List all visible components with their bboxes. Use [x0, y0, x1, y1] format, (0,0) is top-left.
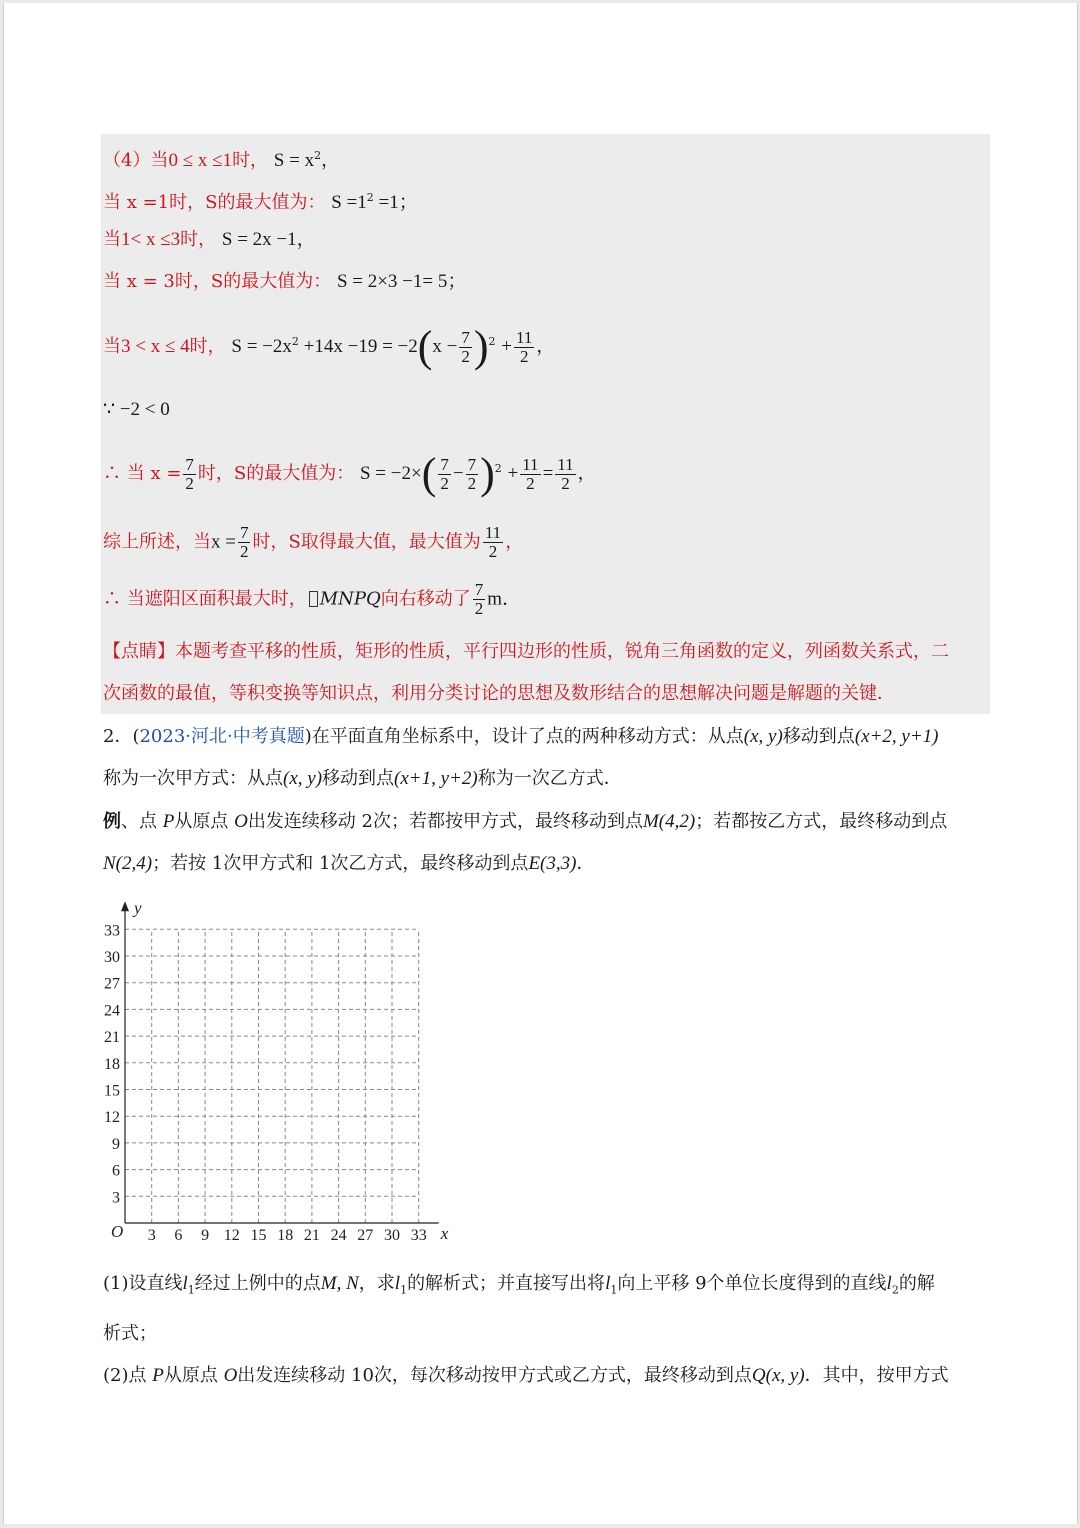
solution-line-3: 当1< x ≤3时， S = 2x −1， [103, 229, 316, 250]
fraction-11-2: $\frac{11}{2}$ [516, 327, 533, 366]
problem-2-line-3: 例、点 P从原点 O出发连续移动 2次；若都按甲方式，最终移动到点M(4,2)；若都按乙方式，最终移动到点 [103, 811, 948, 832]
parallelogram-icon [309, 591, 318, 607]
solution-line-8: 综上所述，当x = $\frac{7}{2}$ 时，S取得最大值，最大值为 $\frac{11}{2}$ ， [103, 523, 524, 561]
x-tick-label: 21 [303, 1227, 320, 1244]
y-tick-label: 3 [112, 1189, 120, 1207]
y-tick-label: 9 [112, 1135, 120, 1153]
problem-2-line-4: N(2,4)；若按 1次甲方式和 1次乙方式，最终移动到点E(3,3)． [103, 853, 595, 874]
problem-source: 2023·河北·中考真题 [139, 726, 305, 747]
x-axis-label: x [440, 1224, 449, 1243]
x-tick-label: 18 [277, 1227, 294, 1244]
y-tick-label: 33 [104, 922, 120, 940]
y-tick-label: 18 [104, 1055, 120, 1073]
y-tick-label: 30 [104, 949, 120, 966]
x-tick-label: 6 [174, 1227, 183, 1244]
question-1-line-1: (1)设直线$l_1$经过上例中的点M, N，求$l_1$的解析式；并直接写出将$l_1$向上平移 9个单位长度得到的直线$l_2$的解 [103, 1273, 935, 1297]
y-axis-label: y [134, 898, 142, 918]
y-tick-label: 21 [104, 1029, 120, 1047]
fraction-11-2: $\frac{11}{2}$ [522, 454, 539, 493]
solution-line-2: 当 x =1时，S的最大值为： $S =1^2 =1$； [103, 191, 418, 213]
solution-line-1: （4）当0 ≤ x ≤1时， $S = x^2$， [103, 149, 340, 171]
solution-line-4: 当 x = 3时，S的最大值为： S = 2×3 −1= 5； [103, 271, 467, 292]
fraction-7-2: $\frac{7}{2}$ [239, 523, 249, 561]
x-tick-label: 27 [357, 1227, 374, 1244]
x-tick-label: 33 [410, 1227, 427, 1244]
y-tick-label: 6 [112, 1162, 120, 1180]
fraction-11-2: $\frac{11}{2}$ [557, 454, 574, 493]
y-tick-label: 24 [104, 1002, 120, 1020]
solution-line-5: 当3 < x ≤ 4时， $S = -2x^2 +14x -19 = -2(x$ − $\frac{7}{2}$ )$^2$ + $\frac{11}{2}$ ， [103, 322, 555, 371]
fraction-7-2: $\frac{7}{2}$ [440, 454, 449, 493]
y-tick-label: 27 [104, 975, 120, 993]
fraction-7-2: $\frac{7}{2}$ [461, 327, 470, 366]
x-tick-label: 30 [384, 1227, 400, 1244]
dianjing-line-2: 次函数的最值，等积变换等知识点，利用分类讨论的思想及数形结合的思想解决问题是解题的关键． [103, 683, 895, 704]
fraction-7-2: $\frac{7}{2}$ [467, 454, 477, 493]
solution-line-9: ∴ 当遮阳区面积最大时， MNPQ向右移动了 $\frac{7}{2}$ m． [103, 580, 522, 618]
y-tick-label: 12 [104, 1109, 120, 1127]
origin-label: O [111, 1222, 124, 1241]
x-tick-label: 15 [250, 1227, 267, 1244]
y-axis-arrow [121, 901, 129, 911]
x-tick-label: 12 [223, 1227, 240, 1244]
x-tick-label: 3 [147, 1227, 156, 1244]
problem-2-line-2: 称为一次甲方式：从点(x, y)移动到点(x+1, y+2)称为一次乙方式． [103, 768, 622, 789]
x-tick-label: 24 [330, 1227, 347, 1244]
question-1-line-2: 析式； [103, 1323, 157, 1344]
x-tick-label: 9 [201, 1227, 210, 1244]
fraction-7-2: $\frac{7}{2}$ [474, 580, 484, 618]
problem-2-line-1: 2．(2023·河北·中考真题)在平面直角坐标系中，设计了点的两种移动方式：从点(x, y)移动到点(x+2, y+1) [103, 726, 939, 747]
fraction-7-2: $\frac{7}{2}$ [185, 454, 194, 493]
dianjing-line-1: 【点睛】本题考查平移的性质，矩形的性质，平行四边形的性质，锐角三角函数的定义，列函数关系式，二 [103, 641, 949, 662]
fraction-11-2: $\frac{11}{2}$ [484, 523, 502, 561]
coordinate-grid [94, 893, 464, 1253]
solution-line-6: ∵ −2 < 0 [103, 399, 170, 420]
page [3, 3, 1078, 1524]
question-2-line-1: (2)点 P从原点 O出发连续移动 10次，每次移动按甲方式或乙方式，最终移动到点Q(x, y)．其中，按甲方式 [103, 1365, 949, 1386]
y-tick-label: 15 [104, 1082, 120, 1100]
solution-highlight-block [101, 134, 990, 714]
solution-line-7: ∴ 当 x = $\frac{7}{2}$ 时，S的最大值为： S = −2×( $\frac{7}{2}$ − $\frac{7}{2}$ )$^2$ + $\frac{11}{2}$ = $\frac{11}{2}$ ， [103, 449, 596, 498]
